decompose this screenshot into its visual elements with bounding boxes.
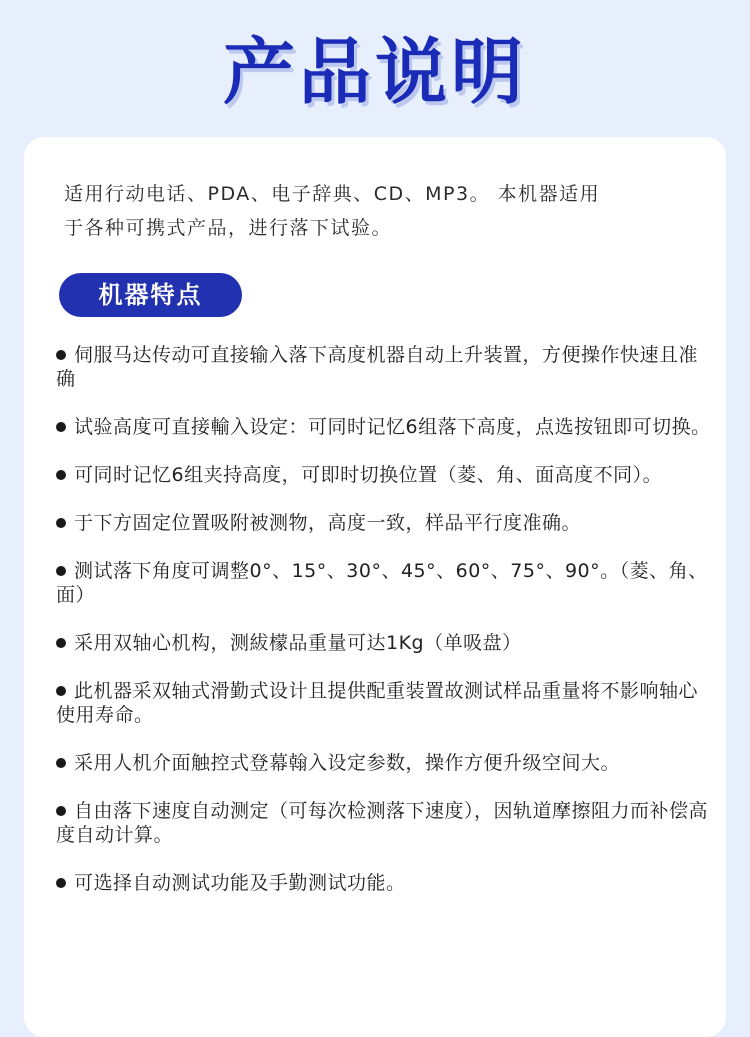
feature-text: 此机器采双轴式滑勤式设计且提供配重装置故测试样品重量将不影响轴心使用寿命。 <box>56 680 699 726</box>
feature-text: 测试落下角度可调整0°、15°、30°、45°、60°、75°、90°。（菱、角、面） <box>56 560 708 606</box>
feature-text: 采用人机介面触控式登幕翰入设定参数，操作方便升级空间大。 <box>74 752 621 774</box>
list-item <box>56 751 716 775</box>
bullet-icon <box>56 518 66 528</box>
section-heading-features: 机器特点 <box>59 273 242 317</box>
bullet-icon <box>56 470 66 480</box>
intro-line: 于各种可携式产品，进行落下试验。 <box>64 217 393 239</box>
list-item <box>56 463 716 487</box>
bullet-icon <box>56 422 66 432</box>
intro-text <box>64 177 694 245</box>
feature-text: 可同时记忆6组夹持高度，可即时切换位置（菱、角、面高度不同）。 <box>74 464 663 486</box>
bullet-icon <box>56 638 66 648</box>
feature-text: 试验高度可直接輸入设定：可同时记忆6组落下高度，点选按钮即可切换。 <box>74 416 711 438</box>
bullet-icon <box>56 566 66 576</box>
feature-text: 伺服马达传动可直接输入落下高度机器自动上升装置，方便操作快速且准确 <box>56 344 699 390</box>
intro-line: 适用行动电话、PDA、电子辞典、CD、MP3。 本机器适用 <box>64 183 601 205</box>
bullet-icon <box>56 806 66 816</box>
page-title: 产品说明 <box>222 30 527 114</box>
feature-text: 于下方固定位置吸附被测物，高度一致，样品平行度准确。 <box>74 512 582 534</box>
feature-text: 自由落下速度自动测定（可每次检测落下速度），因轨道摩擦阻力而补偿高度自动计算。 <box>56 800 709 846</box>
bullet-icon <box>56 350 66 360</box>
list-item <box>56 871 716 895</box>
feature-list <box>56 343 716 919</box>
list-item <box>56 415 716 439</box>
list-item <box>56 343 716 391</box>
feature-text: 采用双轴心机构，测紱檬品重量可达1Kg（单吸盘） <box>74 632 522 654</box>
content-card <box>24 137 726 1037</box>
bullet-icon <box>56 878 66 888</box>
list-item <box>56 511 716 535</box>
list-item <box>56 631 716 655</box>
list-item <box>56 799 716 847</box>
bullet-icon <box>56 686 66 696</box>
list-item <box>56 679 716 727</box>
bullet-icon <box>56 758 66 768</box>
list-item <box>56 559 716 607</box>
feature-text: 可选择自动测试功能及手勤测试功能。 <box>74 872 406 894</box>
